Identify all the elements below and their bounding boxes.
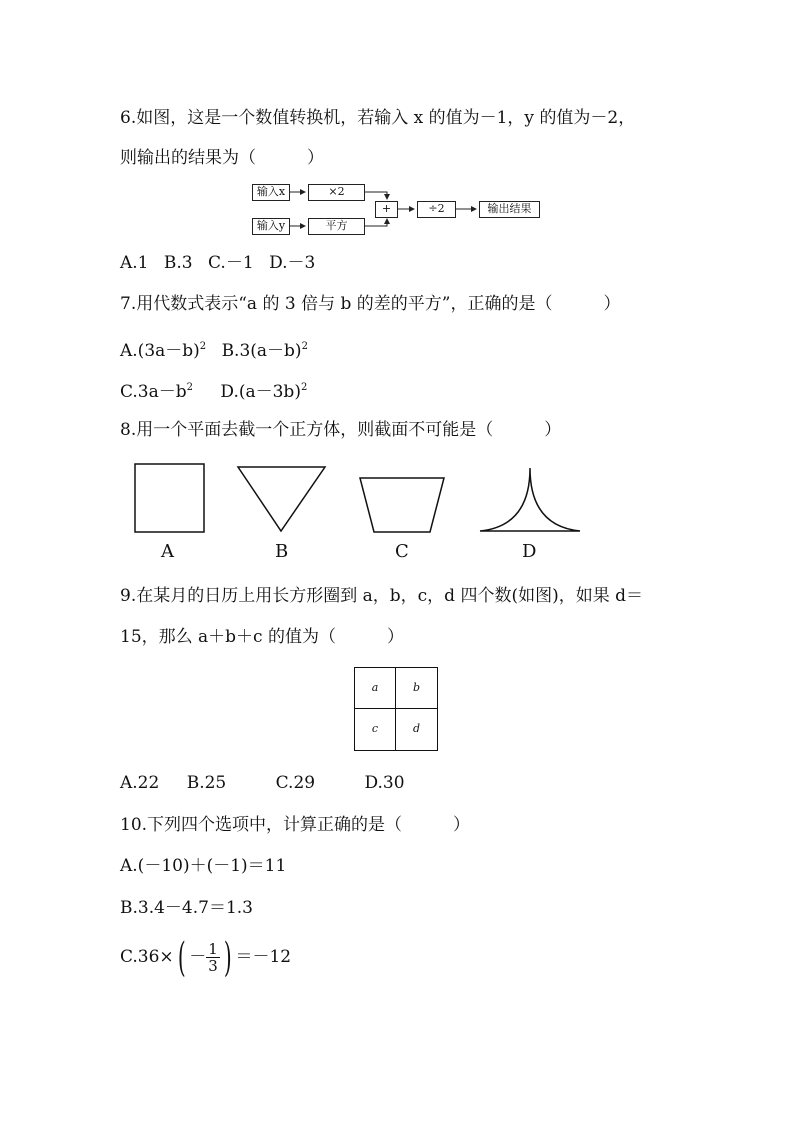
q8-label-c: C [395,541,409,562]
times-two-box: ×2 [308,184,365,201]
shape-trapezoid [360,478,444,532]
q6-option-a: A.1 [120,253,149,273]
input-y-box: 输入y [252,218,290,235]
cell-a: a [354,667,396,709]
q9-option-d: D.30 [364,773,405,793]
q7-option-d: $D.(a-3b)^2$ [220,382,308,402]
q10-c-minus: － [189,947,207,967]
q6-option-d: D.－3 [269,253,316,273]
shape-triangle [238,467,325,531]
q10-c-fraction: $\frac{1}{3}$ [208,940,218,975]
q7-text: 7.用代数式表示“a 的 3 倍与 b 的差的平方”，正确的是（ ） [120,294,621,314]
q7-options-row1 [120,337,308,361]
output-box: 输出结果 [479,201,540,218]
q9-options [120,773,405,793]
q10-option-a: A.(－10)＋(－1)＝11 [120,856,287,876]
shape-square [135,464,204,532]
q10-c-prefix: C.36× [120,947,174,967]
q10-text: 10.下列四个选项中，计算正确的是（ ） [120,815,471,835]
cell-c: c [354,709,396,751]
q10-option-c: C.36×( － $\frac{1}{3}$ ) ＝－12 [120,934,292,981]
q9-option-c: C.29 [275,773,316,793]
shape-curved [480,468,580,531]
input-x-box: 输入x [252,184,290,201]
q6-options [120,253,315,273]
q9-option-b: B.25 [186,773,227,793]
divide-two-box: ÷2 [417,201,456,218]
q6-text-line1: 6.如图，这是一个数值转换机，若输入 x 的值为－1，y 的值为－2， [120,108,636,128]
q8-shapes [0,458,794,538]
square-box: 平方 [308,218,365,235]
q8-label-d: D [522,541,537,562]
q8-text: 8.用一个平面去截一个正方体，则截面不可能是（ ） [120,420,562,440]
plus-box: + [375,201,398,218]
q9-option-a: A.22 [120,773,160,793]
q10-option-b: B.3.4－4.7＝1.3 [120,898,254,918]
q7-options-row2 [120,378,307,402]
cell-d: d [396,709,438,751]
q9-text-line2: 15，那么 a＋b＋c 的值为（ ） [120,627,404,647]
q7-option-b: $B.3(a-b)^2$ [221,341,308,361]
cell-b: b [396,667,438,709]
q8-label-a: A [161,541,174,562]
q6-text-line2: 则输出的结果为（ ） [120,148,324,168]
q8-label-b: B [275,541,289,562]
q6-option-c: C.－1 [208,253,254,273]
q9-text-line1: 9.在某月的日历上用长方形圈到 a，b，c，d 四个数(如图)，如果 d＝ [120,586,643,606]
q7-option-c: $C.3a-b^2$ [120,382,194,402]
q6-option-b: B.3 [163,253,193,273]
q7-option-a: $A.(3a-b)^2$ [120,341,207,361]
q10-c-suffix: ＝－12 [235,947,292,967]
